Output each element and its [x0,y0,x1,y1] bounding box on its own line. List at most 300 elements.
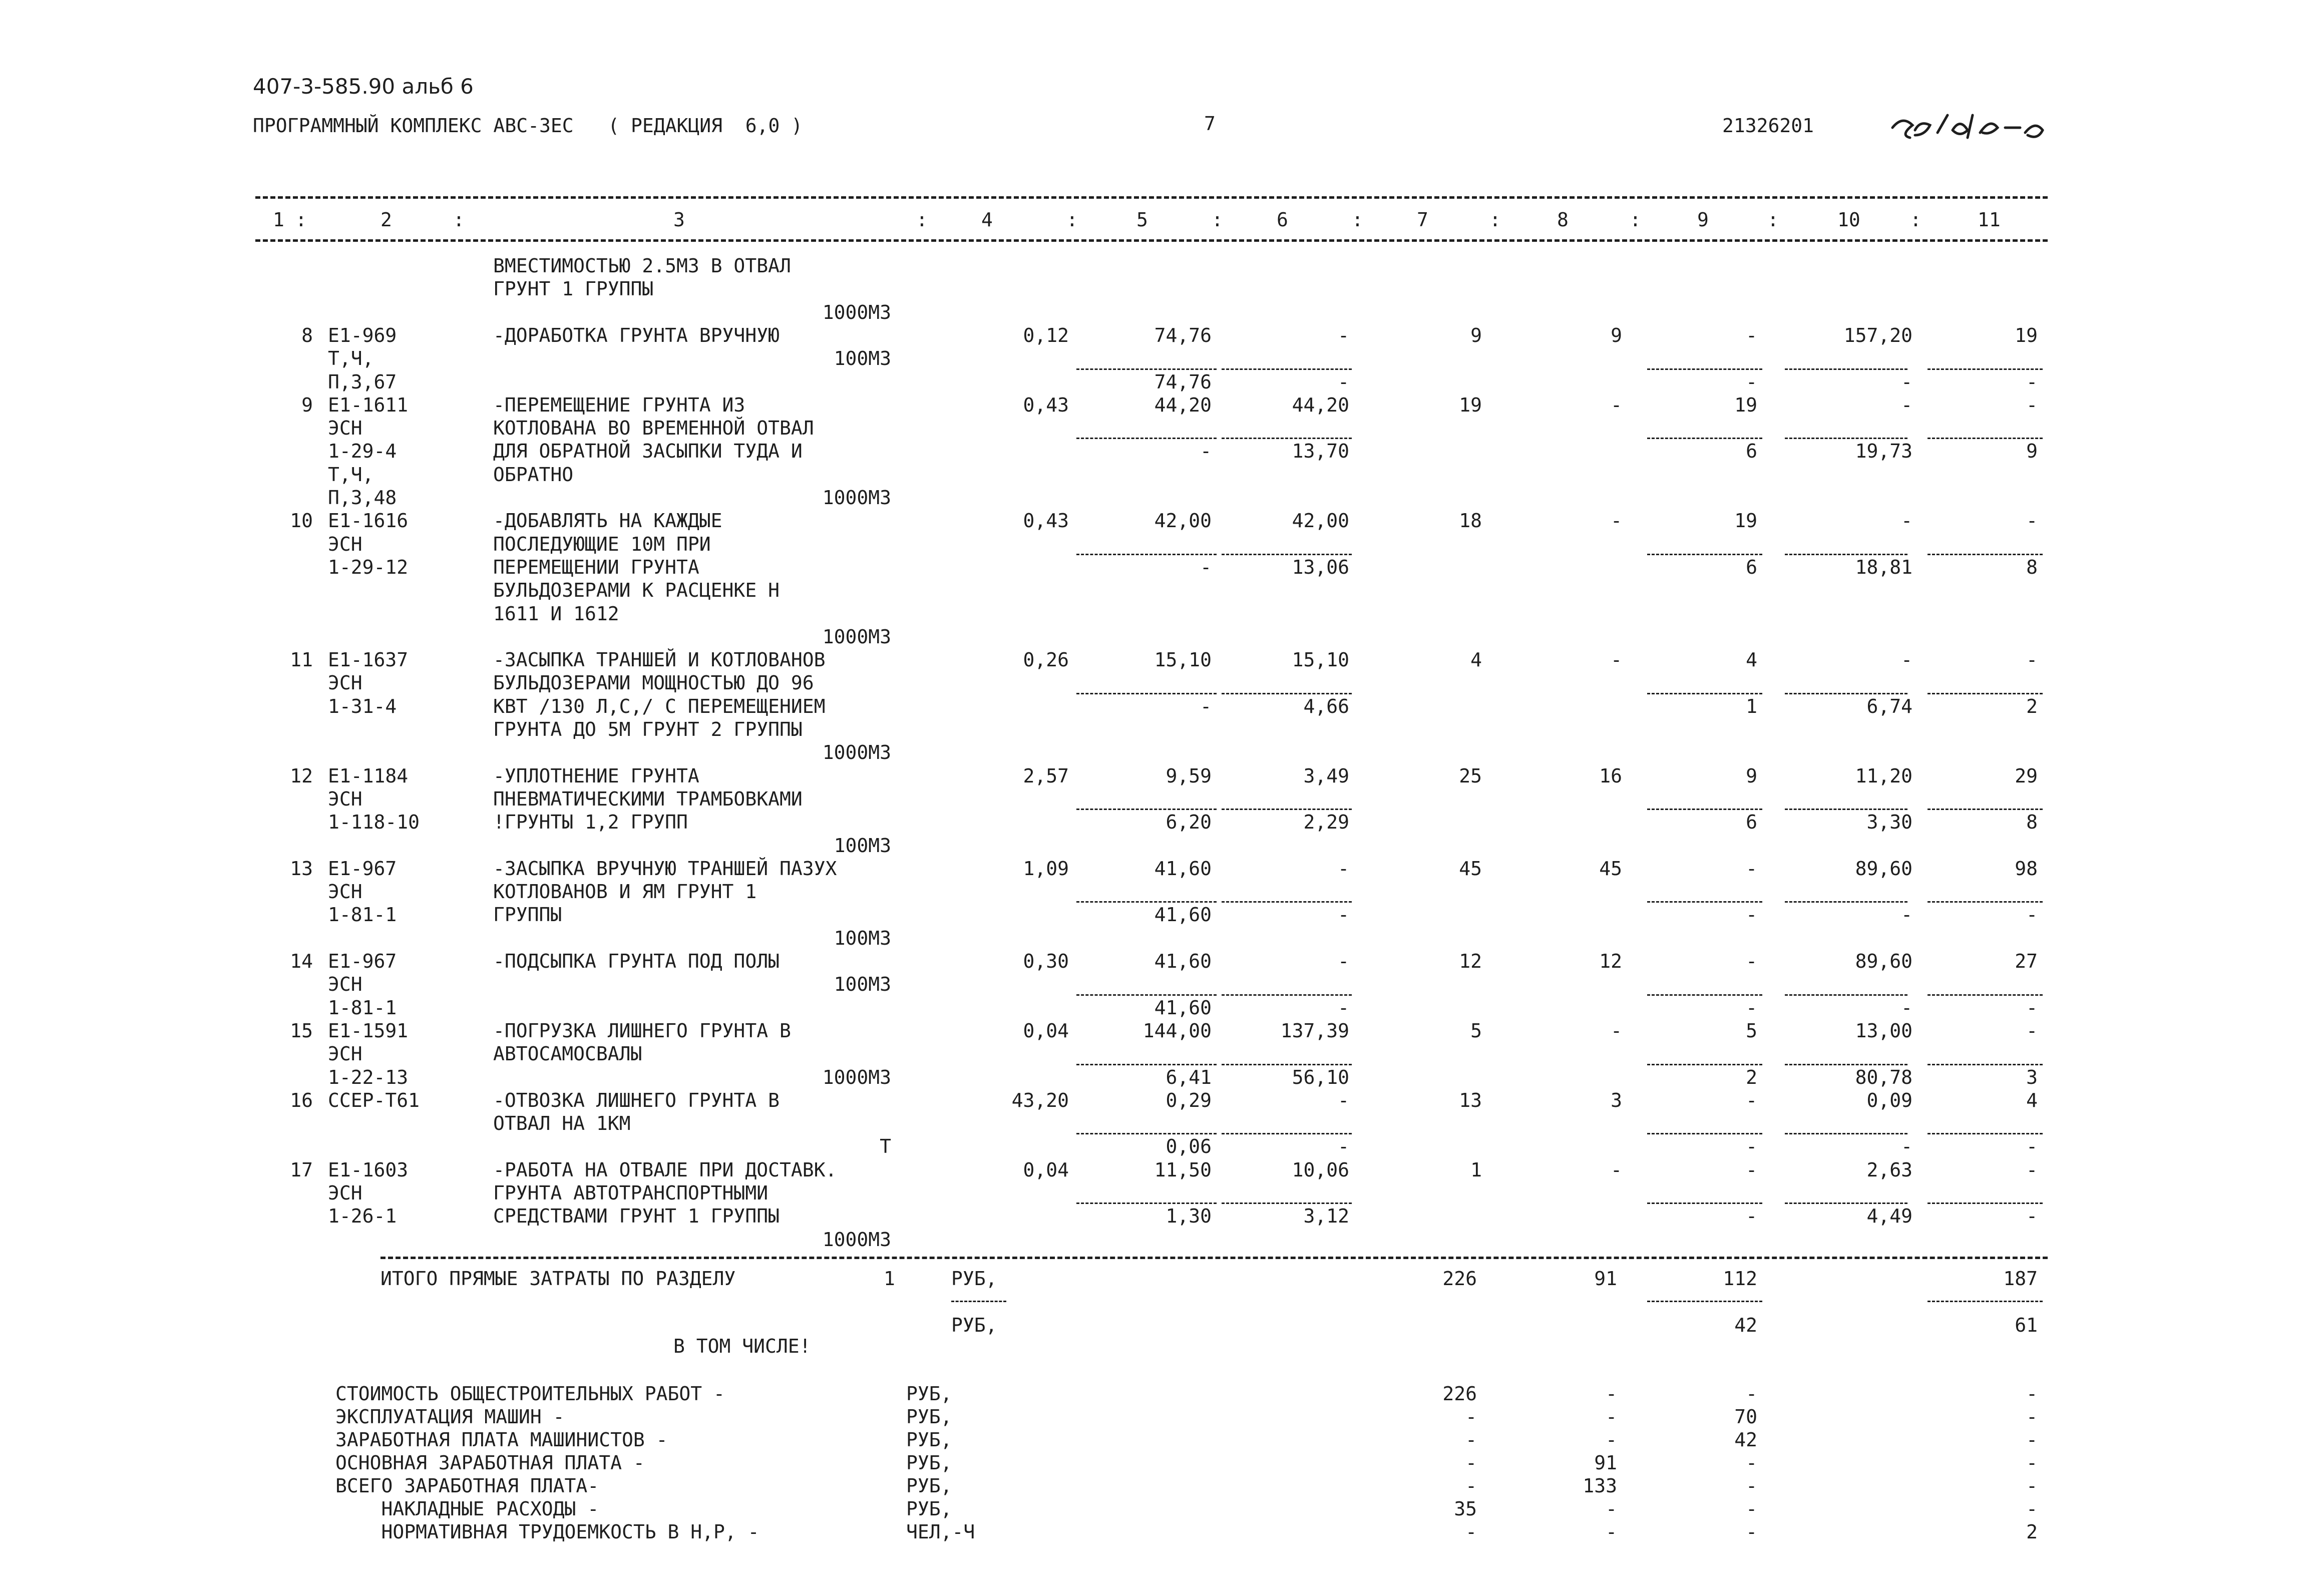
cell-c8: 45 [1599,857,1622,880]
summary-c7: 35 [1454,1498,1477,1520]
cell-c5: 6,20 [1166,811,1212,834]
cell-c11: - [2026,510,2038,532]
cell-c5: 0,06 [1166,1135,1212,1158]
cell-c8: 12 [1599,950,1622,972]
cell-c9: - [1746,1158,1757,1181]
cell-c2: ЭСН [328,417,362,440]
summary-unit: РУБ, [906,1429,952,1451]
cell-c3: -ПОГРУЗКА ЛИШНЕГО ГРУНТА В [493,1019,791,1042]
cell-divider [1928,438,2043,439]
cell-c1: 17 [290,1158,313,1181]
cell-c3: БУЛЬДОЗЕРАМИ МОЩНОСТЬЮ ДО 96 [493,672,814,694]
cell-c5: 44,20 [1154,393,1212,416]
summary-c8: - [1606,1383,1617,1405]
total-col11: 187 [2003,1268,2038,1290]
cell-c6: 10,06 [1292,1158,1349,1181]
cell-c11: - [2026,370,2038,393]
cell-c2: Е1-969 [328,324,397,346]
cell-divider [1647,1203,1762,1204]
cell-c9: 1 [1746,695,1757,717]
cell-c6: 137,39 [1280,1019,1349,1042]
cell-c8: 9 [1611,324,1622,346]
summary-c8: - [1606,1406,1617,1428]
cell-c5: 74,76 [1154,370,1212,393]
cell-c3: ГРУНТ 1 ГРУППЫ [493,278,654,300]
summary-c9: 70 [1734,1406,1757,1428]
summary-c11: - [2026,1452,2038,1474]
cell-c7: 25 [1459,764,1482,787]
column-header-10: 10 [1837,209,1860,231]
cell-c9: - [1746,370,1757,393]
cell-c3: ПЕРЕМЕЩЕНИИ ГРУНТА [493,556,699,578]
cell-c7: 12 [1459,950,1482,972]
cell-c2: Е1-1591 [328,1019,409,1042]
cell-c3u: 1000М3 [822,741,891,764]
cell-c3: !ГРУНТЫ 1,2 ГРУПП [493,811,688,834]
cell-divider [1647,809,1762,810]
cell-c3u: 1000М3 [822,1066,891,1088]
cell-c1: 8 [301,324,313,346]
cell-divider [1785,809,1907,810]
cell-c3: КВТ /130 Л,С,/ С ПЕРЕМЕЩЕНИЕМ [493,695,826,717]
cell-c10: 11,20 [1855,764,1912,787]
cell-c9: 9 [1746,764,1757,787]
cell-c9: - [1746,1089,1757,1111]
cell-c3: ГРУППЫ [493,904,562,926]
cell-c1: 15 [290,1019,313,1042]
cell-c2: ЭСН [328,881,362,903]
summary-c9: 42 [1734,1429,1757,1451]
summary-c8: 91 [1594,1452,1617,1474]
cell-c11: 98 [2015,857,2038,880]
cell-divider [1785,554,1907,555]
page-number: 7 [1204,113,1216,135]
cell-c6: 42,00 [1292,510,1349,532]
cell-c8: - [1611,649,1622,671]
total2-col11: 61 [2015,1314,2038,1336]
cell-c11: - [2026,1135,2038,1158]
summary-c7: - [1465,1475,1477,1497]
cell-c3: 1611 И 1612 [493,602,619,625]
cell-c5: 0,29 [1166,1089,1212,1111]
column-header-5: 5 [1136,209,1148,231]
cell-c3u: 100М3 [834,927,891,949]
cell-divider [1928,809,2043,810]
cell-c6: 13,06 [1292,556,1349,578]
column-header-11: 11 [1978,209,2001,231]
cell-c2: Е1-1616 [328,510,409,532]
cell-c4: 0,43 [1023,510,1069,532]
cell-c10: 89,60 [1855,857,1912,880]
cell-c5: - [1200,556,1212,578]
summary-c7: - [1465,1452,1477,1474]
cell-c7: 1 [1470,1158,1482,1181]
cell-c11: 19 [2015,324,2038,346]
cell-c4: 43,20 [1011,1089,1069,1111]
summary-label: ЗАРАБОТНАЯ ПЛАТА МАШИНИСТОВ - [335,1429,668,1451]
handwritten-code-mark [1887,105,2053,145]
cell-c3: АВТОСАМОСВАЛЫ [493,1043,642,1065]
cell-c6: 13,70 [1292,440,1349,463]
summary-label: НАКЛАДНЫЕ РАСХОДЫ - [335,1498,599,1520]
cell-c4: 0,43 [1023,393,1069,416]
cell-c3: ПОСЛЕДУЮЩИЕ 10М ПРИ [493,533,711,555]
summary-c9: - [1746,1475,1757,1497]
cell-divider [1076,438,1217,439]
cell-c3u: 1000М3 [822,1228,891,1251]
cell-c10: 19,73 [1855,440,1912,463]
cell-c1: 13 [290,857,313,880]
cell-c4: 2,57 [1023,764,1069,787]
summary-c11: - [2026,1383,2038,1405]
cell-c11: 8 [2026,556,2038,578]
cell-c7: 4 [1470,649,1482,671]
cell-c9: 4 [1746,649,1757,671]
cell-divider [1076,693,1217,694]
column-header-9: 9 [1697,209,1709,231]
cell-c2: Т,Ч, [328,463,374,486]
cell-c3: -ПОДСЫПКА ГРУНТА ПОД ПОЛЫ [493,950,780,972]
album-reference: 407-3-585.90 альб 6 [253,74,474,99]
cell-c10: 80,78 [1855,1066,1912,1088]
cell-c5: 1,30 [1166,1205,1212,1228]
cell-c9: 6 [1746,440,1757,463]
cell-c9: 2 [1746,1066,1757,1088]
cell-c5: 11,50 [1154,1158,1212,1181]
cell-c3u: 100М3 [834,347,891,370]
cell-c10: - [1901,1135,1912,1158]
cell-divider [1928,1064,2043,1065]
cell-c3: КОТЛОВАНОВ И ЯМ ГРУНТ 1 [493,881,757,903]
cell-c11: - [2026,1158,2038,1181]
cell-c3: ВМЕСТИМОСТЬЮ 2.5М3 В ОТВАЛ [493,255,791,277]
cell-c10: 89,60 [1855,950,1912,972]
cell-c5: 41,60 [1154,857,1212,880]
cell-c6: 4,66 [1303,695,1349,717]
cell-divider [1222,994,1352,996]
cell-c3: -ДОБАВЛЯТЬ НА КАЖДЫЕ [493,510,722,532]
cell-divider [1076,809,1217,810]
cell-divider [1222,554,1352,555]
cell-c8: - [1611,510,1622,532]
cell-c3: СРЕДСТВАМИ ГРУНТ 1 ГРУППЫ [493,1205,780,1228]
summary-c8: 133 [1583,1475,1617,1497]
cell-c2: 1-29-12 [328,556,409,578]
cell-c6: - [1338,904,1349,926]
cell-c6: 2,29 [1303,811,1349,834]
cell-divider [1647,901,1762,903]
cell-divider [1785,901,1907,903]
cell-c2: Е1-967 [328,950,397,972]
cell-divider [1928,1203,2043,1204]
cell-c3u: 100М3 [834,834,891,857]
total-label: ИТОГО ПРЯМЫЕ ЗАТРАТЫ ПО РАЗДЕЛУ [380,1268,736,1290]
cell-c10: 13,00 [1855,1019,1912,1042]
cell-c5: 144,00 [1142,1019,1212,1042]
cell-c10: - [1901,996,1912,1019]
cell-divider [1222,901,1352,903]
summary-c11: - [2026,1475,2038,1497]
cell-c8: 3 [1611,1089,1622,1111]
cell-c2: Е1-967 [328,857,397,880]
cell-c2: Т,Ч, [328,347,374,370]
column-header-1: 1 [273,209,284,231]
cell-c8: - [1611,1158,1622,1181]
cell-c2: ЭСН [328,672,362,694]
cell-c2: ЭСН [328,973,362,996]
summary-label: ОСНОВНАЯ ЗАРАБОТНАЯ ПЛАТА - [335,1452,645,1474]
cell-c2: 1-22-13 [328,1066,409,1088]
cell-c5: 74,76 [1154,324,1212,346]
cell-c1: 16 [290,1089,313,1111]
cell-c6: - [1338,370,1349,393]
program-title: ПРОГРАММНЫЙ КОМПЛЕКС АВС-ЗЕС ( РЕДАКЦИЯ 6,0 ) [253,115,803,137]
cell-c10: 18,81 [1855,556,1912,578]
cell-divider [1785,438,1907,439]
cell-c5: 41,60 [1154,996,1212,1019]
cell-c6: - [1338,857,1349,880]
cell-divider [1785,1133,1907,1134]
header-bottom-rule [255,239,2048,242]
cell-c6: 44,20 [1292,393,1349,416]
cell-c7: 9 [1470,324,1482,346]
total2-unit: РУБ, [951,1314,997,1336]
total-col9: 112 [1723,1268,1757,1290]
cell-divider [1222,1133,1352,1134]
cell-c6: 15,10 [1292,649,1349,671]
including-label: В ТОМ ЧИСЛЕ! [673,1335,811,1357]
cell-c5: 41,60 [1154,904,1212,926]
cell-c3u: 1000М3 [822,301,891,323]
cell-divider [1928,693,2043,694]
cell-divider [1785,693,1907,694]
cell-divider [1647,693,1762,694]
cell-c3u: 1000М3 [822,625,891,648]
cell-divider [1785,994,1907,996]
cell-c6: 56,10 [1292,1066,1349,1088]
total-unit: РУБ, [951,1268,997,1290]
cell-c6: 3,49 [1303,764,1349,787]
cell-c2: 1-118-10 [328,811,420,834]
summary-c11: 2 [2026,1521,2038,1543]
cell-c1: 9 [301,393,313,416]
cell-c5: - [1200,440,1212,463]
summary-c7: - [1465,1429,1477,1451]
cell-divider [1928,901,2043,903]
cell-c9: - [1746,996,1757,1019]
summary-label: ВСЕГО ЗАРАБОТНАЯ ПЛАТА- [335,1475,599,1497]
cell-c11: 8 [2026,811,2038,834]
summary-unit: РУБ, [906,1452,952,1474]
cell-c5: 9,59 [1166,764,1212,787]
cell-divider [1647,438,1762,439]
cell-c3u: 100М3 [834,973,891,996]
cell-c10: - [1901,649,1912,671]
cell-c3u: 1000М3 [822,487,891,509]
cell-c7: 19 [1459,393,1482,416]
cell-divider [1076,554,1217,555]
cell-divider [1222,438,1352,439]
cell-c11: 9 [2026,440,2038,463]
cell-c9: - [1746,1205,1757,1228]
cell-c10: 3,30 [1866,811,1912,834]
cell-c2: ЭСН [328,1182,362,1204]
summary-c11: - [2026,1498,2038,1520]
cell-divider [1928,994,2043,996]
cell-divider [1076,1133,1217,1134]
cell-divider [1076,994,1217,996]
column-header-2: 2 [380,209,392,231]
cell-c2: ЭСН [328,787,362,810]
summary-unit: РУБ, [906,1475,952,1497]
cell-c8: - [1611,393,1622,416]
cell-divider [1647,1133,1762,1134]
summary-unit: РУБ, [906,1383,952,1405]
cell-c10: - [1901,370,1912,393]
cell-c8: - [1611,1019,1622,1042]
summary-c9: - [1746,1521,1757,1543]
cell-c1: 11 [290,649,313,671]
cell-c5: 41,60 [1154,950,1212,972]
cell-divider [1076,901,1217,903]
cell-c3: -РАБОТА НА ОТВАЛЕ ПРИ ДОСТАВК. [493,1158,837,1181]
cell-c4: 1,09 [1023,857,1069,880]
cell-c3: БУЛЬДОЗЕРАМИ К РАСЦЕНКЕ Н [493,579,780,602]
cell-c3: ПНЕВМАТИЧЕСКИМИ ТРАМБОВКАМИ [493,787,803,810]
cell-c2: Е1-1184 [328,764,409,787]
cell-c3: ГРУНТА АВТОТРАНСПОРТНЫМИ [493,1182,768,1204]
summary-c11: - [2026,1406,2038,1428]
cell-divider [1222,809,1352,810]
cell-c2: Е1-1603 [328,1158,409,1181]
cell-c3: -ПЕРЕМЕЩЕНИЕ ГРУНТА ИЗ [493,393,745,416]
section-total-rule [380,1257,2048,1259]
cell-c7: 45 [1459,857,1482,880]
cell-c9: - [1746,904,1757,926]
cell-c10: 4,49 [1866,1205,1912,1228]
cell-c2: Е1-1637 [328,649,409,671]
cell-c3: ГРУНТА ДО 5М ГРУНТ 2 ГРУППЫ [493,718,803,740]
cell-c7: 13 [1459,1089,1482,1111]
cell-divider [1928,554,2043,555]
cell-divider [1222,1203,1352,1204]
cell-c4: 0,12 [1023,324,1069,346]
cell-c3u: Т [880,1135,891,1158]
cell-divider [1928,1133,2043,1134]
cell-c8: 16 [1599,764,1622,787]
cell-c7: 5 [1470,1019,1482,1042]
cell-c6: - [1338,1135,1349,1158]
cell-c11: - [2026,649,2038,671]
table-top-rule [255,196,2048,199]
summary-unit: РУБ, [906,1498,952,1520]
cell-c3: ДЛЯ ОБРАТНОЙ ЗАСЫПКИ ТУДА И [493,440,803,463]
cell-c11: - [2026,996,2038,1019]
cell-c3: -ДОРАБОТКА ГРУНТА ВРУЧНУЮ [493,324,780,346]
summary-c7: - [1465,1406,1477,1428]
cell-c3: -ЗАСЫПКА ТРАНШЕЙ И КОТЛОВАНОВ [493,649,826,671]
cell-c2: 1-29-4 [328,440,397,463]
document-code: 21326201 [1722,115,1814,137]
cell-divider [1647,994,1762,996]
cell-c9: 19 [1734,393,1757,416]
summary-c7: 226 [1442,1383,1477,1405]
summary-label: СТОИМОСТЬ ОБЩЕСТРОИТЕЛЬНЫХ РАБОТ - [335,1383,725,1405]
total-section-number: 1 [884,1268,895,1290]
cell-c11: - [2026,1205,2038,1228]
cell-c11: - [2026,393,2038,416]
cell-divider [1785,368,1907,370]
column-header-4: 4 [981,209,993,231]
summary-c8: - [1606,1498,1617,1520]
cell-c2: П,3,67 [328,370,397,393]
cell-c3: -ЗАСЫПКА ВРУЧНУЮ ТРАНШЕЙ ПАЗУХ [493,857,837,880]
summary-c8: - [1606,1521,1617,1543]
cell-c9: 5 [1746,1019,1757,1042]
cell-c11: - [2026,1019,2038,1042]
summary-c8: - [1606,1429,1617,1451]
cell-c10: - [1901,904,1912,926]
cell-c3: ОБРАТНО [493,463,574,486]
cell-c10: - [1901,510,1912,532]
cell-c5: 15,10 [1154,649,1212,671]
cell-c4: 0,04 [1023,1158,1069,1181]
cell-c6: - [1338,324,1349,346]
cell-c3: -УПЛОТНЕНИЕ ГРУНТА [493,764,699,787]
cell-c2: 1-81-1 [328,904,397,926]
column-header-3: 3 [673,209,685,231]
cell-c5: 6,41 [1166,1066,1212,1088]
cell-c2: Е1-1611 [328,393,409,416]
cell-c6: - [1338,1089,1349,1111]
cell-divider [1647,554,1762,555]
cell-c2: 1-81-1 [328,996,397,1019]
cell-c2: 1-26-1 [328,1205,397,1228]
summary-label: НОРМАТИВНАЯ ТРУДОЕМКОСТЬ В Н,Р, - [335,1521,759,1543]
cell-c6: - [1338,950,1349,972]
summary-c9: - [1746,1383,1757,1405]
column-header-7: 7 [1417,209,1428,231]
cell-c9: - [1746,950,1757,972]
cell-c10: 157,20 [1843,324,1912,346]
cell-c11: 2 [2026,695,2038,717]
cell-c9: - [1746,324,1757,346]
cell-c9: 19 [1734,510,1757,532]
cell-divider [1222,1064,1352,1065]
column-header-6: 6 [1277,209,1288,231]
cell-c2: ЭСН [328,533,362,555]
column-header-8: 8 [1557,209,1569,231]
cell-c5: 42,00 [1154,510,1212,532]
cell-c9: - [1746,857,1757,880]
cell-divider [1222,368,1352,370]
cell-divider [1785,1064,1907,1065]
cell-c11: - [2026,904,2038,926]
summary-unit: РУБ, [906,1406,952,1428]
cell-c3: КОТЛОВАНА ВО ВРЕМЕННОЙ ОТВАЛ [493,417,814,440]
cell-c6: - [1338,996,1349,1019]
summary-unit: ЧЕЛ,-Ч [906,1521,975,1543]
cell-divider [1785,1203,1907,1204]
cell-c10: 2,63 [1866,1158,1912,1181]
total-col7: 226 [1442,1268,1477,1290]
total2-col9: 42 [1734,1314,1757,1336]
cell-c11: 29 [2015,764,2038,787]
cell-c11: 3 [2026,1066,2038,1088]
summary-c11: - [2026,1429,2038,1451]
cell-divider [1222,693,1352,694]
cell-c10: 0,09 [1866,1089,1912,1111]
